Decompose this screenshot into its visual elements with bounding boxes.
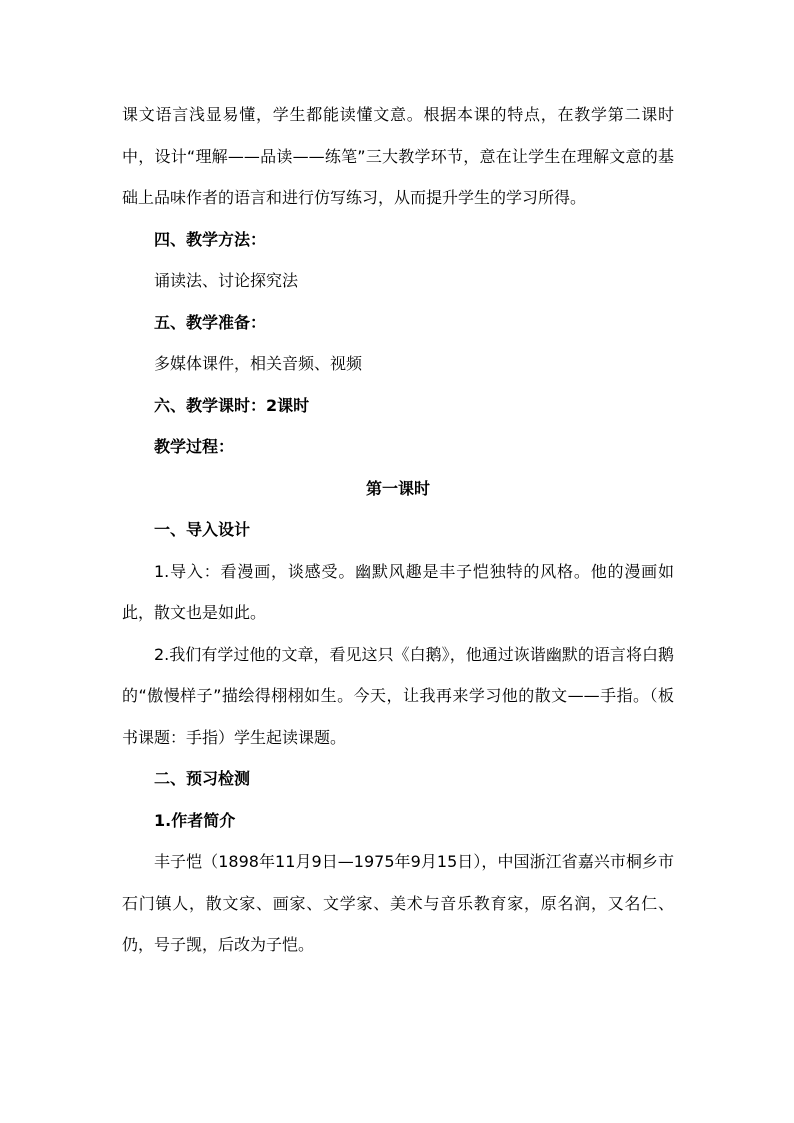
section-heading-teaching-process: 教学过程： [154, 437, 235, 456]
lesson-title: 第一课时 [365, 478, 430, 498]
methods-text: 诵读法、讨论探究法 [154, 271, 299, 290]
section-heading-class-hours: 六、教学课时：2课时 [154, 395, 310, 415]
intro-paragraph: 课文语言浅显易懂，学生都能读懂文意。根据本课的特点，在教学第二课时中，设计“理解——品读——练笔”三大教学环节，意在让学生在理解文意的基础上品味作者的语言和进行仿写练习，从而提升学生的学习所得。 [122, 105, 674, 207]
preparation-text: 多媒体课件，相关音频、视频 [154, 354, 363, 373]
subsection-heading-introduction: 一、导入设计 [154, 520, 251, 539]
section-heading-preparation: 五、教学准备： [154, 312, 267, 332]
subsection-heading-author-intro: 1.作者简介 [154, 810, 236, 830]
author-intro-text: 丰子恺（1898年11月9日—1975年9月15日），中国浙江省嘉兴市桐乡市石门镇人，散文家、画家、文学家、美术与音乐教育家，原名润，又名仁、仍，号子觊，后改为子恺。 [122, 852, 674, 954]
document-body [122, 94, 674, 966]
subsection-heading-preview-check: 二、预习检测 [154, 769, 251, 788]
introduction-item-1: 1.导入：看漫画，谈感受。幽默风趣是丰子恺独特的风格。他的漫画如此，散文也是如此。 [122, 561, 674, 622]
section-heading-methods: 四、教学方法： [154, 229, 267, 249]
introduction-item-2: 2.我们有学过他的文章，看见这只《白鹅》，他通过诙谐幽默的语言将白鹅的“傲慢样子”描绘得栩栩如生。今天，让我再来学习他的散文——手指。（板书课题：手指）学生起读课题。 [122, 644, 674, 747]
